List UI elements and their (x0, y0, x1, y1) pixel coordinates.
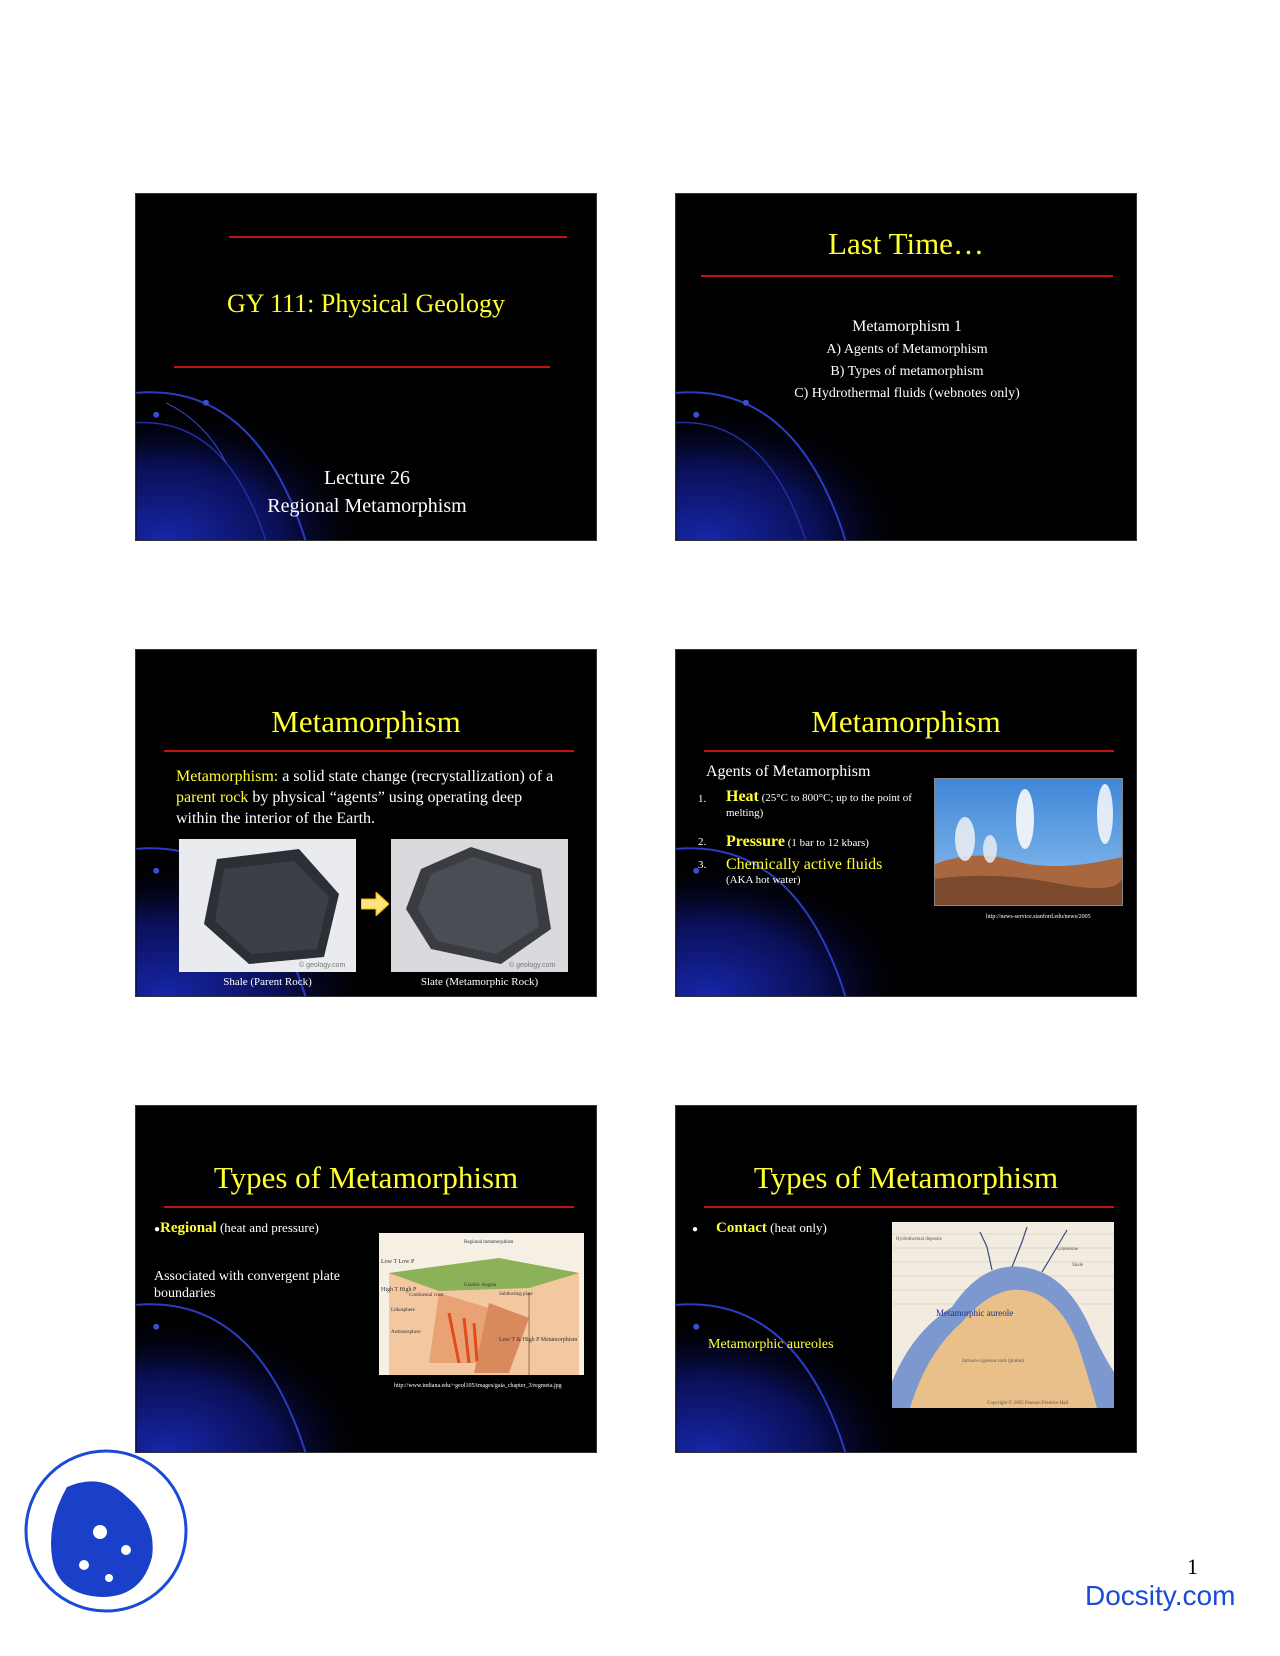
contact-bullet (692, 1220, 827, 1237)
regional-diagram (379, 1233, 584, 1375)
title-rule (704, 750, 1114, 752)
contact-diagram (892, 1222, 1114, 1408)
watermark: © geology.com (509, 962, 556, 969)
diagram-label: Asthenosphere (391, 1330, 421, 1335)
docsity-logo-icon (22, 1447, 190, 1615)
title-rule (164, 750, 574, 752)
watermark: © geology.com (299, 962, 346, 969)
title-rule-bottom (174, 366, 550, 368)
diagram-label: Lithosphere (391, 1308, 415, 1313)
page-number: 1 (1187, 1554, 1198, 1579)
last-time-item: A) Agents of Metamorphism (826, 342, 988, 357)
diagram-label: Low T & High P Metamorphism (499, 1337, 578, 1343)
diagram-label: Hydrothermal deposits (896, 1237, 942, 1242)
copyright: Copyright © 2005 Pearson Prentice Hall (987, 1401, 1069, 1406)
lecture-topic: Regional Metamorphism (267, 495, 467, 517)
agent-item (698, 790, 913, 820)
slate-photo (391, 839, 568, 972)
slide-title: Last Time… (828, 226, 984, 261)
bullet-heading: Regional (160, 1220, 217, 1236)
deck-title: GY 111: Physical Geology (226, 289, 506, 318)
bullet-note: (heat only) (766, 1220, 827, 1235)
agent-note: (1 bar to 12 kbars) (784, 837, 869, 849)
shale-photo (179, 839, 356, 972)
diagram-label: Intrusive igneous rock (pluton) (962, 1359, 1025, 1364)
lecture-number: Lecture 26 (323, 467, 411, 489)
shale-caption: Shale (Parent Rock) (223, 976, 312, 988)
diagram-label: Continental crust (409, 1293, 444, 1298)
diagram-label: Regional metamorphism (464, 1240, 514, 1245)
bullet-dot: ● (154, 1224, 161, 1235)
slide-6 (675, 1105, 1137, 1453)
last-time-item: Metamorphism 1 (852, 318, 962, 335)
source-url: http://www.indiana.edu/~geol105/images/gaia_chapter_3/regmeta.jpg (394, 1383, 562, 1389)
last-time-item: C) Hydrothermal fluids (webnotes only) (794, 386, 1020, 401)
bullet-note: (heat and pressure) (216, 1220, 319, 1235)
agent-heading: Chemically active fluids (726, 856, 883, 873)
diagram-label: High T High P (381, 1287, 417, 1293)
title-rule (704, 1206, 1114, 1208)
aureole-label: Metamorphic aureole (936, 1308, 1014, 1318)
geyser-photo (934, 778, 1123, 906)
diagram-label: Subducting plate (499, 1292, 533, 1297)
source-url: http://news-service.stanford.edu/news/2005 (986, 914, 1091, 920)
title-rule-top (229, 236, 567, 238)
slide-5 (135, 1105, 597, 1453)
slide-1 (135, 193, 597, 541)
regional-description: Associated with convergent plate boundaries (154, 1269, 340, 1301)
agents-subtitle: Agents of Metamorphism (706, 763, 871, 780)
title-rule (701, 275, 1113, 277)
diagram-label: Shale (1072, 1263, 1084, 1268)
agent-number: 3. (698, 859, 707, 871)
definition-part: a solid state change (recrystallization) of a (278, 768, 554, 785)
diagram-label: Low T Low P (381, 1259, 415, 1265)
agent-number: 2. (698, 836, 707, 848)
slide-title: Metamorphism (811, 704, 1001, 739)
slide-title: Types of Metamorphism (753, 1160, 1059, 1195)
slide-4 (675, 649, 1137, 997)
agent-item (698, 833, 913, 851)
agent-heading: Heat (726, 788, 759, 805)
last-time-item: B) Types of metamorphism (830, 364, 984, 379)
agent-note: (AKA hot water) (726, 874, 801, 886)
regional-bullet (154, 1220, 319, 1237)
contact-description: Metamorphic aureoles (708, 1337, 834, 1352)
slide-title: Metamorphism (271, 704, 461, 739)
agent-note: (25°C to 800°C; up to the point of melting) (726, 792, 912, 819)
slate-caption: Slate (Metamorphic Rock) (420, 976, 539, 988)
definition-text (176, 766, 566, 829)
agent-number: 1. (698, 793, 707, 805)
agent-heading: Pressure (726, 833, 785, 850)
docsity-brand-link[interactable]: Docsity.com (1085, 1580, 1236, 1611)
slide-2 (675, 193, 1137, 541)
bullet-dot: ● (692, 1224, 699, 1235)
arrow-right-icon (361, 892, 389, 916)
diagram-label: Granitic magma (464, 1283, 497, 1288)
agent-item (698, 856, 913, 886)
parent-rock-term: parent rock (176, 789, 249, 806)
definition-part: by physical “agents” using operating deep within the interior of the Earth. (176, 789, 523, 827)
diagram-label: Limestone (1057, 1247, 1079, 1252)
title-rule (164, 1206, 574, 1208)
slide-title: Types of Metamorphism (213, 1160, 519, 1195)
definition-term: Metamorphism: (176, 768, 279, 785)
bullet-heading: Contact (716, 1220, 767, 1236)
slide-3 (135, 649, 597, 997)
